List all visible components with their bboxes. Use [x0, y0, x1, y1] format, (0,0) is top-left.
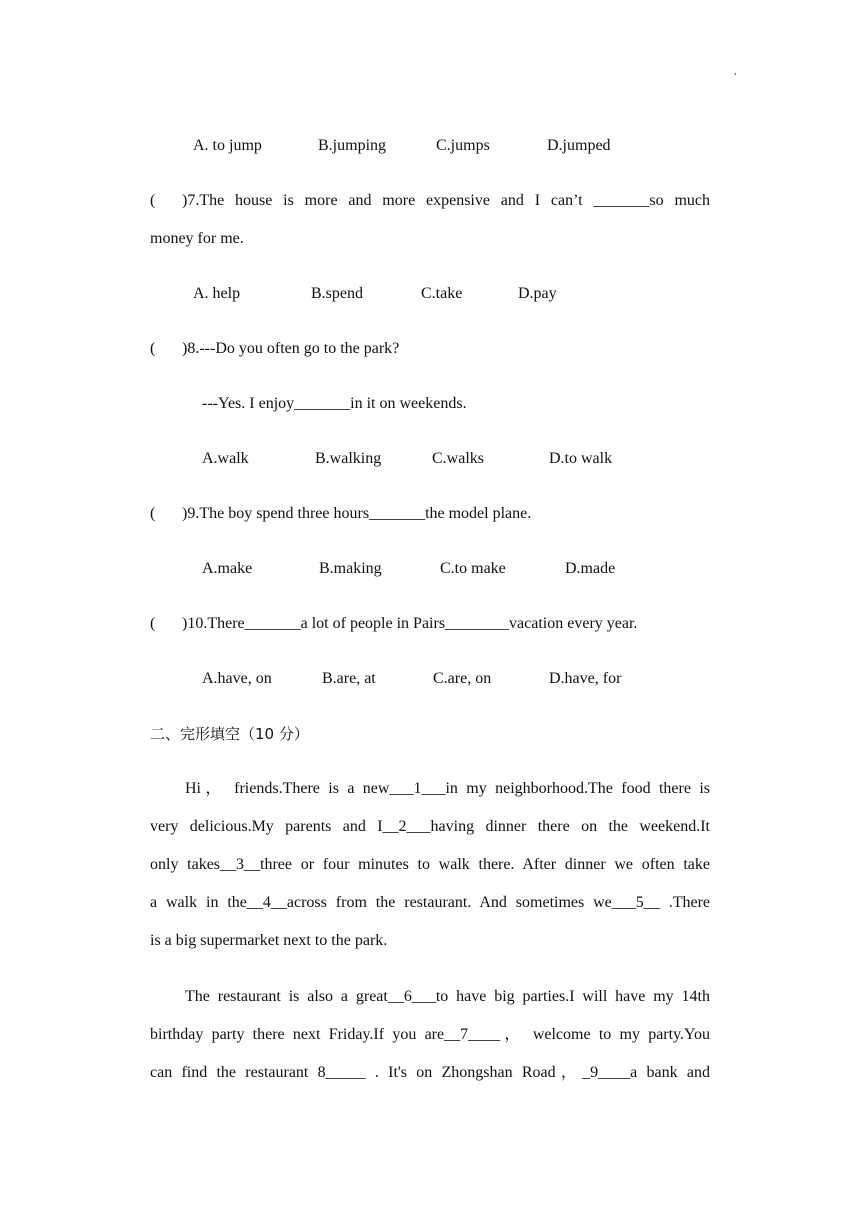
- question-7-stem: ( )7.The house is more and more expensive and I can’t _______so much: [150, 192, 710, 209]
- option-d: D.have, for: [549, 670, 622, 687]
- option-b: B.walking: [315, 450, 382, 467]
- option-b: B.making: [319, 560, 382, 577]
- question-8-stem: ( )8.---Do you often go to the park?: [150, 340, 400, 357]
- passage-line: birthday party there next Friday.If you are__7____， welcome to my party.You: [150, 1026, 710, 1043]
- option-a: A. to jump: [193, 137, 262, 154]
- passage-line: a walk in the__4__across from the restaurant. And sometimes we___5__ .There: [150, 894, 710, 911]
- option-b: B.spend: [311, 285, 363, 302]
- option-c: C.take: [421, 285, 463, 302]
- passage-line: can find the restaurant 8_____ . It's on Zhongshan Road，_9____a bank and: [150, 1064, 710, 1081]
- option-a: A. help: [193, 285, 241, 302]
- option-d: D.made: [565, 560, 616, 577]
- section-heading: 二、完形填空（10 分）: [150, 725, 309, 743]
- option-d: D.to walk: [549, 450, 613, 467]
- question-8-response: ---Yes. I enjoy_______in it on weekends.: [202, 395, 467, 412]
- option-a: A.make: [202, 560, 253, 577]
- option-c: C.to make: [440, 560, 506, 577]
- option-a: A.walk: [202, 450, 249, 467]
- option-c: C.walks: [432, 450, 484, 467]
- passage-line: very delicious.My parents and I__2___having dinner there on the weekend.It: [150, 818, 710, 835]
- passage-line: The restaurant is also a great__6___to have big parties.I will have my 14th: [185, 988, 710, 1005]
- option-c: C.are, on: [433, 670, 492, 687]
- option-b: B.jumping: [318, 137, 387, 154]
- option-b: B.are, at: [322, 670, 376, 687]
- option-c: C.jumps: [436, 137, 490, 154]
- passage-line: only takes__3__three or four minutes to walk there. After dinner we often take: [150, 856, 710, 873]
- passage-line: Hi， friends.There is a new___1___in my neighborhood.The food there is: [185, 780, 710, 797]
- corner-mark: ,: [734, 66, 737, 77]
- option-d: D.jumped: [547, 137, 611, 154]
- option-a: A.have, on: [202, 670, 272, 687]
- question-7-stem-cont: money for me.: [150, 230, 244, 247]
- question-9-stem: ( )9.The boy spend three hours_______the model plane.: [150, 505, 532, 522]
- option-d: D.pay: [518, 285, 557, 302]
- question-10-stem: ( )10.There_______a lot of people in Pairs________vacation every year.: [150, 615, 638, 632]
- passage-line: is a big supermarket next to the park.: [150, 932, 388, 949]
